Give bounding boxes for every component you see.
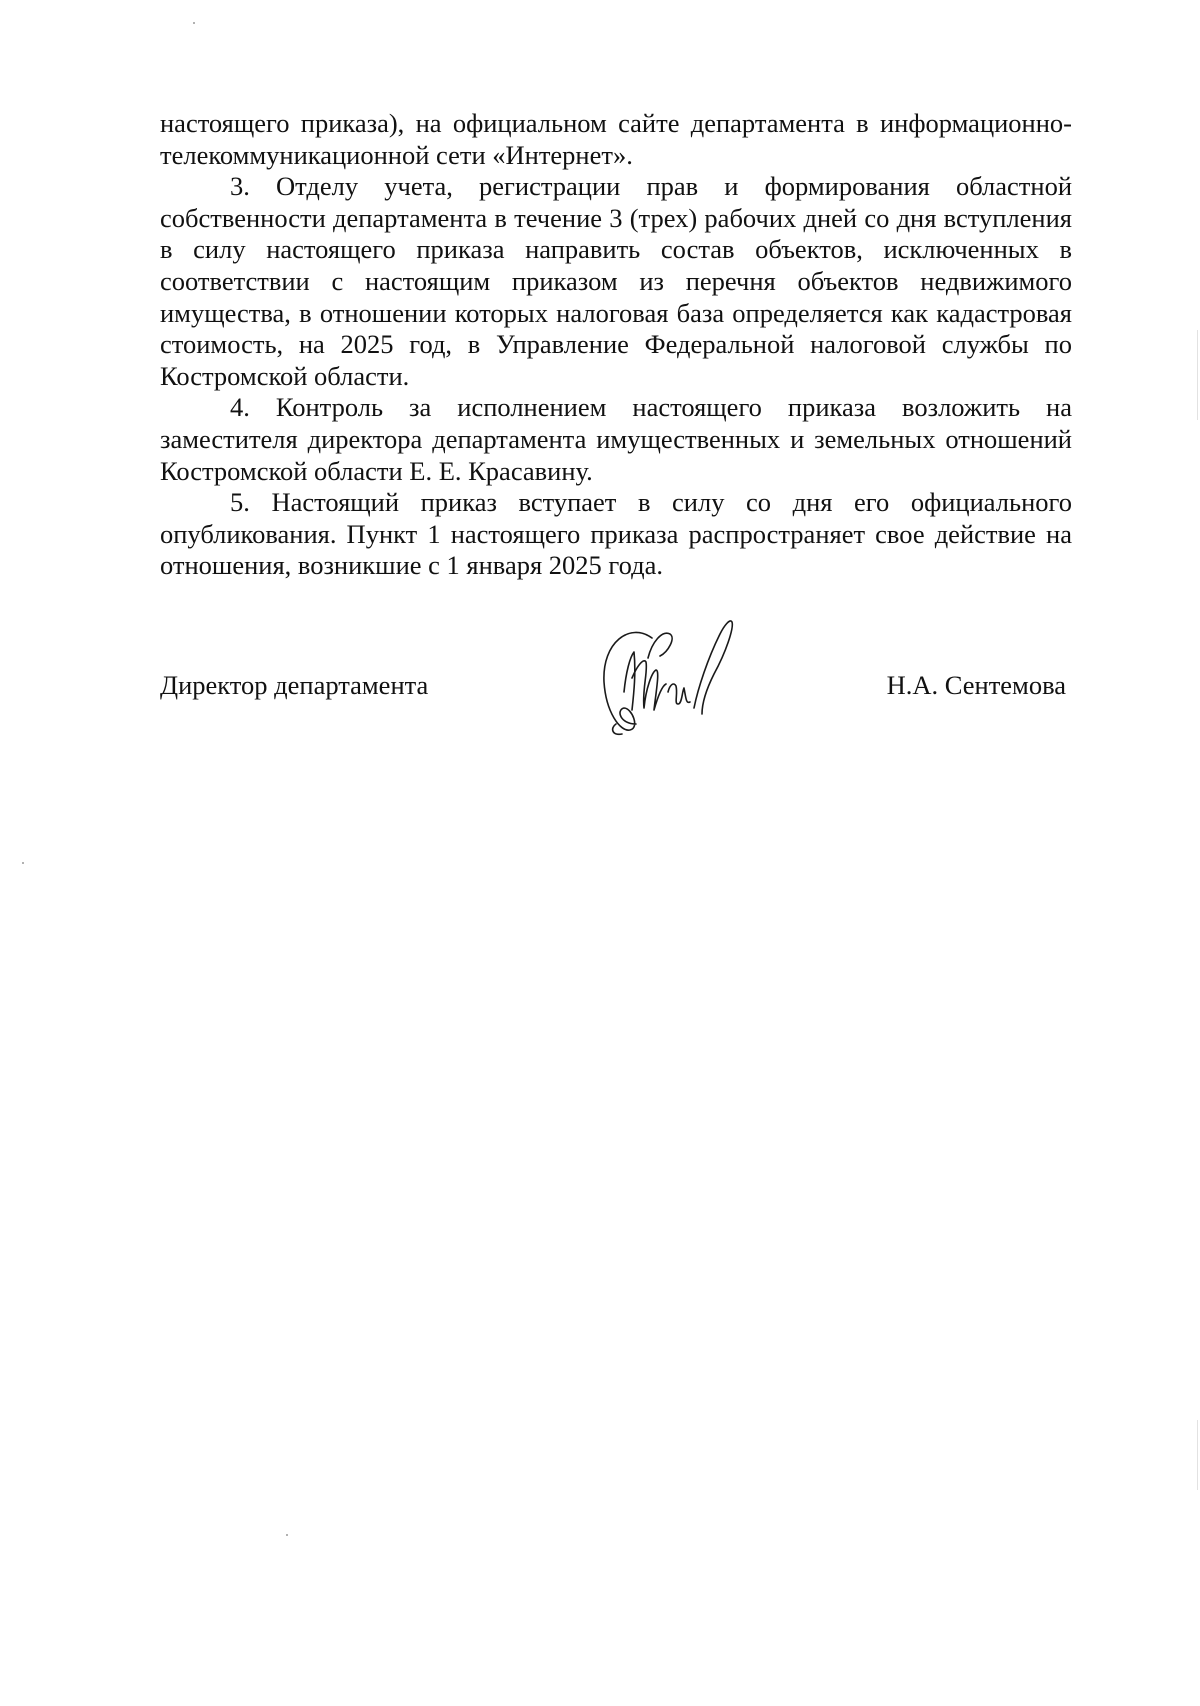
scan-edge-line — [1197, 1420, 1198, 1490]
signatory-title: Директор департамента — [160, 670, 429, 700]
paragraph-continuation: настоящего приказа), на официальном сайте департамента в информационно-телекоммуникационной сети «Интернет». — [160, 108, 1072, 170]
scan-speck — [286, 1534, 288, 1536]
paragraph-item-4: 4. Контроль за исполнением настоящего приказа возложить на заместителя директора департамента имущественных и земельных отношений Костромской области Е. Е. Красавину. — [160, 392, 1072, 486]
scan-edge-line — [1197, 330, 1198, 420]
paragraph-item-3: 3. Отделу учета, регистрации прав и формирования областной собственности департамента в течение 3 (трех) рабочих дней со дня вступления в силу настоящего приказа направить состав объектов, исключенных в соответствии с настоящим приказом из перечня объектов недвижимого имущества, в отношении которых налоговая база определяется как кадастровая стоимость, на 2025 год, в Управление Федеральной налоговой службы по Костромской области. — [160, 171, 1072, 391]
handwritten-signature — [590, 612, 760, 742]
paragraph-item-5: 5. Настоящий приказ вступает в силу со дня его официального опубликования. Пункт 1 настоящего приказа распространяет свое действие на отношения, возникшие с 1 января 2025 года. — [160, 487, 1072, 581]
scan-speck — [22, 862, 24, 864]
document-body — [160, 108, 1072, 582]
signatory-name: Н.А. Сентемова — [886, 670, 1066, 700]
scan-speck — [193, 22, 195, 24]
